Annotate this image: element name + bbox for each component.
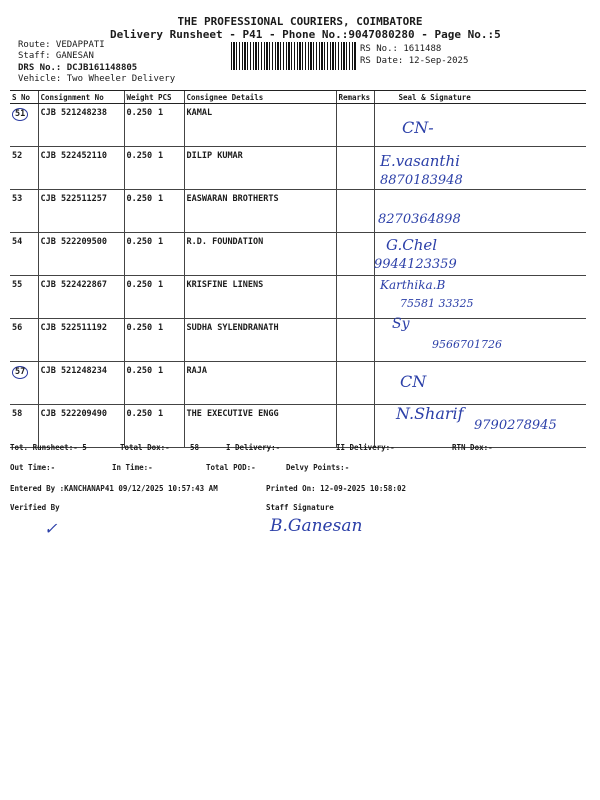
rtn-dox-label: RTN Dox:- <box>452 443 493 452</box>
handwritten-phone: 9944123359 <box>374 257 457 272</box>
cell-sno <box>10 362 38 405</box>
cell-consignment: CJB 522209500 <box>38 233 124 276</box>
table-row <box>10 190 586 233</box>
cell-pcs: 1 <box>156 362 184 405</box>
verified-checkmark: ✓ <box>44 519 58 538</box>
col-header-seal-signature: Seal & Signature <box>374 91 586 104</box>
delvy-points-label: Delvy Points:- <box>286 463 350 472</box>
circled-sno: 51 <box>12 108 28 121</box>
cell-consignment: CJB 522452110 <box>38 147 124 190</box>
printed-on: Printed On: 12-09-2025 10:58:02 <box>266 484 406 493</box>
cell-remarks <box>336 104 374 147</box>
cell-pcs: 1 <box>156 405 184 448</box>
staff-signature-label: Staff Signature <box>266 503 334 512</box>
col-header-pcs: PCS <box>156 91 184 104</box>
handwritten-name: G.Chel <box>386 236 438 254</box>
table-row <box>10 147 586 190</box>
tot-runsheet: Tot. Runsheet:- 5 <box>10 443 87 452</box>
handwritten-signature: CN- <box>402 118 434 137</box>
cell-consignment: CJB 522209490 <box>38 405 124 448</box>
cell-remarks <box>336 276 374 319</box>
cell-pcs: 1 <box>156 276 184 319</box>
cell-pcs: 1 <box>156 319 184 362</box>
table-row <box>10 233 586 276</box>
handwritten-signature: Sy <box>392 316 410 332</box>
cell-consignee: RAJA <box>184 362 336 405</box>
handwritten-phone: 75581 33325 <box>400 297 474 310</box>
cell-weight: 0.250 <box>124 362 156 405</box>
entered-by: Entered By :KANCHANAP41 09/12/2025 10:57:43 AM <box>10 484 218 493</box>
company-name: THE PROFESSIONAL COURIERS, COIMBATORE <box>177 15 423 28</box>
cell-pcs: 1 <box>156 190 184 233</box>
drs-number: DRS No.: DCJB161148805 <box>18 63 138 73</box>
cell-consignee: KRISFINE LINENS <box>184 276 336 319</box>
col-header-sno: S No <box>10 91 38 104</box>
cell-weight: 0.250 <box>124 104 156 147</box>
table-row <box>10 104 586 147</box>
cell-remarks <box>336 233 374 276</box>
handwritten-phone: 9790278945 <box>474 418 557 433</box>
cell-pcs: 1 <box>156 233 184 276</box>
col-header-weight: Weight <box>124 91 156 104</box>
cell-consignee: R.D. FOUNDATION <box>184 233 336 276</box>
table-row <box>10 276 586 319</box>
total-pod-label: Total POD:- <box>206 463 256 472</box>
cell-consignment: CJB 522422867 <box>38 276 124 319</box>
cell-weight: 0.250 <box>124 147 156 190</box>
cell-consignee: KAMAL <box>184 104 336 147</box>
col-header-remarks: Remarks <box>336 91 374 104</box>
delivery-table <box>10 90 586 448</box>
in-time-label: In Time:- <box>112 463 153 472</box>
handwritten-signature: CN <box>400 372 427 391</box>
cell-pcs: 1 <box>156 147 184 190</box>
cell-sno <box>10 104 38 147</box>
verified-by-label: Verified By <box>10 503 60 512</box>
handwritten-phone: 9566701726 <box>432 338 502 351</box>
cell-sno: 56 <box>10 319 38 362</box>
cell-sno: 55 <box>10 276 38 319</box>
cell-sno: 54 <box>10 233 38 276</box>
barcode <box>231 42 356 70</box>
route-label: Route: VEDAPPATI <box>18 40 105 50</box>
total-dox-value: 58 <box>190 443 200 452</box>
rs-number: RS No.: 1611488 <box>360 44 442 54</box>
handwritten-name: E.vasanthi <box>380 152 460 170</box>
cell-consignee: EASWARAN BROTHERTS <box>184 190 336 233</box>
cell-weight: 0.250 <box>124 276 156 319</box>
col-header-consignment: Consignment No <box>38 91 124 104</box>
vehicle-label: Vehicle: Two Wheeler Delivery <box>18 74 176 84</box>
cell-consignee: DILIP KUMAR <box>184 147 336 190</box>
staff-handwritten-signature: B.Ganesan <box>270 516 363 536</box>
cell-consignment: CJB 521248234 <box>38 362 124 405</box>
handwritten-name: Karthika.B <box>380 278 446 292</box>
cell-weight: 0.250 <box>124 233 156 276</box>
circled-sno: 57 <box>12 366 28 379</box>
i-delivery-label: I Delivery:- <box>226 443 281 452</box>
handwritten-name: N.Sharif <box>396 404 464 423</box>
cell-sno: 58 <box>10 405 38 448</box>
cell-remarks <box>336 319 374 362</box>
ii-delivery-label: II Delivery:- <box>336 443 395 452</box>
runsheet-title: Delivery Runsheet - P41 - Phone No.:9047080280 - Page No.:5 <box>110 28 501 41</box>
cell-weight: 0.250 <box>124 405 156 448</box>
handwritten-phone: 8870183948 <box>380 173 463 188</box>
cell-weight: 0.250 <box>124 319 156 362</box>
table-row <box>10 362 586 405</box>
cell-remarks <box>336 147 374 190</box>
cell-remarks <box>336 190 374 233</box>
out-time-label: Out Time:- <box>10 463 56 472</box>
handwritten-phone: 8270364898 <box>378 212 461 227</box>
cell-weight: 0.250 <box>124 190 156 233</box>
table-header-row <box>10 91 586 104</box>
cell-remarks <box>336 362 374 405</box>
cell-consignment: CJB 522511192 <box>38 319 124 362</box>
cell-consignee: THE EXECUTIVE ENGG <box>184 405 336 448</box>
col-header-consignee: Consignee Details <box>184 91 336 104</box>
rs-date: RS Date: 12-Sep-2025 <box>360 56 469 66</box>
cell-sno: 53 <box>10 190 38 233</box>
cell-pcs: 1 <box>156 104 184 147</box>
cell-consignment: CJB 522511257 <box>38 190 124 233</box>
cell-remarks <box>336 405 374 448</box>
cell-sno: 52 <box>10 147 38 190</box>
total-dox-label: Total Dox:- <box>120 443 170 452</box>
cell-consignee: SUDHA SYLENDRANATH <box>184 319 336 362</box>
staff-label: Staff: GANESAN <box>18 51 94 61</box>
cell-consignment: CJB 521248238 <box>38 104 124 147</box>
